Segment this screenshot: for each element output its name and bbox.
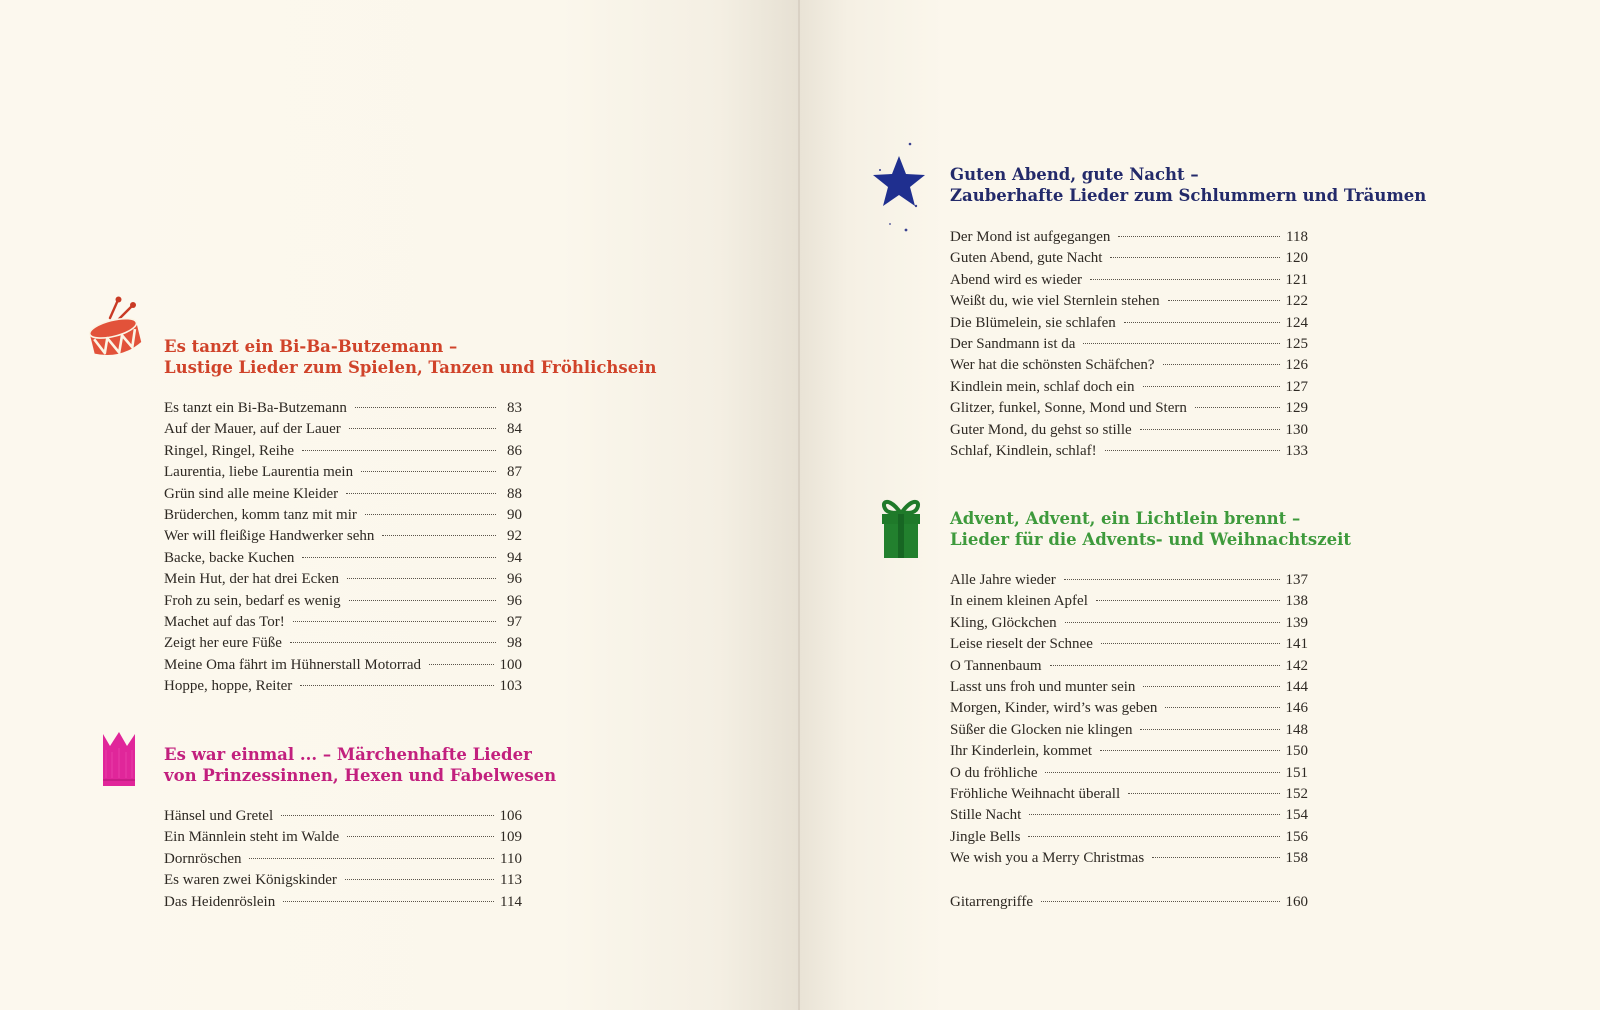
toc-entry[interactable] (950, 315, 1308, 336)
crown-icon (100, 730, 138, 794)
toc-entry[interactable] (164, 528, 522, 549)
toc-entry[interactable] (950, 679, 1308, 700)
book-gutter (798, 0, 800, 1010)
toc-entry-title: Backe, backe Kuchen (164, 549, 295, 566)
drum-icon (88, 296, 146, 368)
dot-leader (1143, 686, 1279, 687)
toc-entry[interactable] (950, 786, 1308, 807)
dot-leader (281, 815, 493, 816)
toc-entry[interactable] (164, 614, 522, 635)
toc-entry-page: 142 (1285, 657, 1308, 674)
dot-leader (347, 836, 493, 837)
toc-entry[interactable] (950, 422, 1308, 443)
toc-entry-title: Hoppe, hoppe, Reiter (164, 678, 293, 695)
toc-entry-page: 133 (1285, 442, 1308, 459)
section-heading-line1: Es war einmal ... – Märchenhafte Lieder (164, 745, 532, 764)
toc-entry-title: Es tanzt ein Bi-Ba-Butzemann (164, 400, 347, 416)
toc-entry-page: 148 (1285, 721, 1308, 738)
toc-entry-page: 84 (507, 421, 522, 438)
toc-entry[interactable] (950, 743, 1308, 764)
toc-entry-page: 160 (1285, 894, 1308, 910)
toc-entry-title: Froh zu sein, bedarf es wenig (164, 592, 341, 609)
dot-leader (283, 901, 494, 902)
toc-list (164, 400, 522, 699)
toc-entry-page: 113 (500, 872, 522, 889)
toc-entry[interactable] (950, 357, 1308, 378)
toc-entry[interactable] (164, 593, 522, 614)
toc-entry-title: Stille Nacht (950, 807, 1022, 824)
dot-leader (1105, 450, 1280, 451)
toc-entry[interactable] (164, 443, 522, 464)
toc-entry-page: 139 (1285, 614, 1308, 631)
toc-entry-title: Schlaf, Kindlein, schlaf! (950, 442, 1097, 459)
toc-entry-gitarrengriffe[interactable] (950, 894, 1308, 915)
toc-entry[interactable] (164, 894, 522, 915)
dot-leader (365, 514, 496, 515)
toc-entry-page: 83 (507, 400, 522, 416)
toc-entry-title: Ihr Kinderlein, kommet (950, 743, 1093, 760)
toc-entry-page: 103 (499, 678, 522, 695)
toc-entry-title: Kling, Glöckchen (950, 614, 1057, 631)
toc-entry-page: 130 (1285, 421, 1308, 438)
dot-leader (1140, 429, 1280, 430)
toc-entry-title: Süßer die Glocken nie klingen (950, 721, 1133, 738)
toc-entry-title: Kindlein mein, schlaf doch ein (950, 378, 1135, 395)
toc-entry-title: Alle Jahre wieder (950, 572, 1056, 588)
dot-leader (349, 428, 496, 429)
star-icon (870, 140, 932, 244)
dot-leader (345, 879, 494, 880)
toc-entry[interactable] (950, 765, 1308, 786)
toc-entry-title: In einem kleinen Apfel (950, 593, 1088, 610)
toc-entry-title: Machet auf das Tor! (164, 613, 285, 630)
toc-entry-title: Es waren zwei Königskinder (164, 872, 337, 889)
toc-entry-title: Lasst uns froh und munter sein (950, 678, 1136, 695)
dot-leader (302, 557, 496, 558)
toc-entry-page: 87 (507, 464, 522, 481)
toc-entry-title: Abend wird es wieder (950, 271, 1083, 288)
toc-entry[interactable] (164, 550, 522, 571)
dot-leader (1128, 793, 1279, 794)
toc-entry[interactable] (950, 443, 1308, 464)
dot-leader (361, 471, 496, 472)
dot-leader (1124, 322, 1280, 323)
toc-entry-page: 129 (1285, 400, 1308, 417)
toc-entry-title: O du fröhliche (950, 764, 1038, 781)
dot-leader (249, 858, 494, 859)
dot-leader (1143, 386, 1280, 387)
toc-entry-page: 118 (1286, 229, 1308, 245)
toc-entry-title: Weißt du, wie viel Sternlein stehen (950, 293, 1160, 310)
toc-entry-title: Wer hat die schönsten Schäfchen? (950, 357, 1155, 374)
toc-entry-title: We wish you a Merry Christmas (950, 850, 1145, 867)
toc-entry-page: 120 (1285, 250, 1308, 267)
toc-entry[interactable] (950, 829, 1308, 850)
extra-entry (950, 894, 1308, 915)
toc-entry[interactable] (164, 571, 522, 592)
dot-leader (1100, 750, 1279, 751)
toc-entry[interactable] (164, 808, 522, 829)
dot-leader (1045, 772, 1279, 773)
toc-entry-title: Guter Mond, du gehst so stille (950, 421, 1132, 438)
toc-entry-page: 150 (1285, 743, 1308, 760)
toc-entry-title: Laurentia, liebe Laurentia mein (164, 464, 354, 481)
toc-entry[interactable] (950, 807, 1308, 828)
toc-entry-page: 109 (499, 829, 522, 846)
dot-leader (1165, 707, 1279, 708)
toc-entry-title: Dornröschen (164, 850, 242, 867)
toc-entry-page: 154 (1285, 807, 1308, 824)
toc-entry[interactable] (164, 486, 522, 507)
gift-icon (876, 494, 926, 566)
toc-entry[interactable] (950, 572, 1308, 593)
toc-entry-title: Zeigt her eure Füße (164, 635, 282, 652)
section-heading-line1: Advent, Advent, ein Lichtlein brennt – (950, 509, 1301, 528)
toc-entry-page: 127 (1285, 378, 1308, 395)
toc-entry-page: 126 (1285, 357, 1308, 374)
toc-entry-title: Der Mond ist aufgegangen (950, 229, 1111, 245)
dot-leader (1029, 814, 1279, 815)
dot-leader (1083, 343, 1279, 344)
toc-entry-page: 138 (1285, 593, 1308, 610)
toc-entry-page: 141 (1285, 636, 1308, 653)
toc-entry[interactable] (950, 593, 1308, 614)
dot-leader (429, 664, 493, 665)
dot-leader (1090, 279, 1279, 280)
toc-entry-page: 144 (1285, 678, 1308, 695)
dot-leader (1028, 836, 1279, 837)
dot-leader (349, 600, 496, 601)
dot-leader (1152, 857, 1279, 858)
section-heading (164, 336, 656, 378)
toc-entry[interactable] (950, 700, 1308, 721)
toc-entry[interactable] (950, 336, 1308, 357)
toc-entry-title: Ringel, Ringel, Reihe (164, 442, 294, 459)
toc-entry-title: Wer will fleißige Handwerker sehn (164, 528, 375, 545)
toc-entry-page: 114 (500, 893, 522, 910)
toc-entry-page: 100 (499, 656, 522, 673)
toc-entry-title: Guten Abend, gute Nacht (950, 250, 1103, 267)
toc-entry[interactable] (950, 293, 1308, 314)
dot-leader (1163, 364, 1280, 365)
section-heading (164, 744, 556, 786)
section-heading (950, 508, 1351, 550)
toc-entry-page: 137 (1285, 572, 1308, 588)
toc-entry[interactable] (950, 379, 1308, 400)
dot-leader (1101, 643, 1280, 644)
toc-entry[interactable] (164, 421, 522, 442)
toc-entry-page: 158 (1285, 850, 1308, 867)
toc-entry-page: 110 (500, 850, 522, 867)
toc-list (950, 572, 1308, 871)
dot-leader (290, 642, 496, 643)
toc-entry-page: 106 (499, 808, 522, 824)
toc-entry[interactable] (950, 400, 1308, 421)
dot-leader (1140, 729, 1279, 730)
toc-entry-title: Brüderchen, komm tanz mit mir (164, 506, 357, 523)
dot-leader (302, 450, 496, 451)
dot-leader (1065, 622, 1280, 623)
toc-entry-page: 124 (1285, 314, 1308, 331)
toc-entry-page: 88 (507, 485, 522, 502)
toc-entry-page: 125 (1285, 335, 1308, 352)
toc-entry-title: Mein Hut, der hat drei Ecken (164, 571, 339, 588)
dot-leader (1064, 579, 1280, 580)
dot-leader (1195, 407, 1280, 408)
toc-entry[interactable] (950, 636, 1308, 657)
toc-entry-title: Der Sandmann ist da (950, 335, 1076, 352)
section-heading-line2: Lieder für die Advents- und Weihnachtszeit (950, 530, 1351, 549)
toc-entry-page: 90 (507, 506, 522, 523)
toc-entry[interactable] (950, 850, 1308, 871)
toc-entry-title: Fröhliche Weihnacht überall (950, 785, 1121, 802)
dot-leader (382, 535, 496, 536)
dot-leader (355, 407, 496, 408)
toc-entry-title: Hänsel und Gretel (164, 808, 274, 824)
toc-entry-page: 92 (507, 528, 522, 545)
toc-entry[interactable] (164, 872, 522, 893)
dot-leader (1041, 901, 1279, 902)
toc-entry-title: Jingle Bells (950, 828, 1021, 845)
toc-entry-title: Morgen, Kinder, wird’s was geben (950, 700, 1158, 717)
toc-entry-page: 152 (1285, 785, 1308, 802)
toc-entry[interactable] (164, 400, 522, 421)
toc-entry[interactable] (950, 658, 1308, 679)
toc-entry[interactable] (950, 722, 1308, 743)
toc-entry-title: Ein Männlein steht im Walde (164, 829, 340, 846)
toc-entry[interactable] (950, 615, 1308, 636)
section-heading-line1: Es tanzt ein Bi-Ba-Butzemann – (164, 337, 458, 356)
toc-entry-title: Grün sind alle meine Kleider (164, 485, 339, 502)
toc-entry[interactable] (950, 272, 1308, 293)
toc-list (164, 808, 522, 915)
dot-leader (1050, 665, 1280, 666)
toc-list (950, 229, 1308, 464)
toc-entry-title: O Tannenbaum (950, 657, 1042, 674)
dot-leader (346, 493, 496, 494)
toc-entry[interactable] (164, 507, 522, 528)
toc-entry-page: 96 (507, 592, 522, 609)
dot-leader (300, 685, 493, 686)
toc-entry[interactable] (164, 464, 522, 485)
toc-entry[interactable] (164, 635, 522, 656)
toc-entry-title: Leise rieselt der Schnee (950, 636, 1093, 653)
dot-leader (1168, 300, 1280, 301)
section-heading-line2: Zauberhafte Lieder zum Schlummern und Träumen (950, 186, 1427, 205)
toc-entry-title: Glitzer, funkel, Sonne, Mond und Stern (950, 400, 1187, 417)
toc-entry-page: 98 (507, 635, 522, 652)
toc-entry-title: Gitarrengriffe (950, 894, 1034, 910)
section-heading-line1: Guten Abend, gute Nacht – (950, 165, 1199, 184)
toc-entry-title: Die Blümelein, sie schlafen (950, 314, 1116, 331)
section-heading-line2: Lustige Lieder zum Spielen, Tanzen und Fröhlichsein (164, 358, 657, 377)
toc-entry[interactable] (164, 851, 522, 872)
section-heading-line2: von Prinzessinnen, Hexen und Fabelwesen (164, 766, 557, 785)
dot-leader (1096, 600, 1280, 601)
toc-entry[interactable] (164, 829, 522, 850)
toc-entry[interactable] (950, 250, 1308, 271)
section-heading (950, 164, 1426, 206)
toc-entry[interactable] (164, 657, 522, 678)
toc-entry-page: 122 (1285, 293, 1308, 310)
toc-entry-page: 146 (1285, 700, 1308, 717)
dot-leader (1118, 236, 1280, 237)
toc-entry[interactable] (164, 678, 522, 699)
dot-leader (1110, 257, 1279, 258)
toc-entry-page: 151 (1285, 764, 1308, 781)
toc-entry-title: Das Heidenröslein (164, 893, 276, 910)
toc-entry[interactable] (950, 229, 1308, 250)
toc-entry-page: 121 (1285, 271, 1308, 288)
toc-entry-page: 94 (507, 549, 522, 566)
toc-entry-page: 156 (1285, 828, 1308, 845)
toc-entry-page: 97 (507, 613, 522, 630)
toc-entry-page: 86 (507, 442, 522, 459)
toc-entry-title: Auf der Mauer, auf der Lauer (164, 421, 341, 438)
dot-leader (293, 621, 496, 622)
toc-entry-title: Meine Oma fährt im Hühnerstall Motorrad (164, 656, 422, 673)
dot-leader (347, 578, 496, 579)
toc-entry-page: 96 (507, 571, 522, 588)
